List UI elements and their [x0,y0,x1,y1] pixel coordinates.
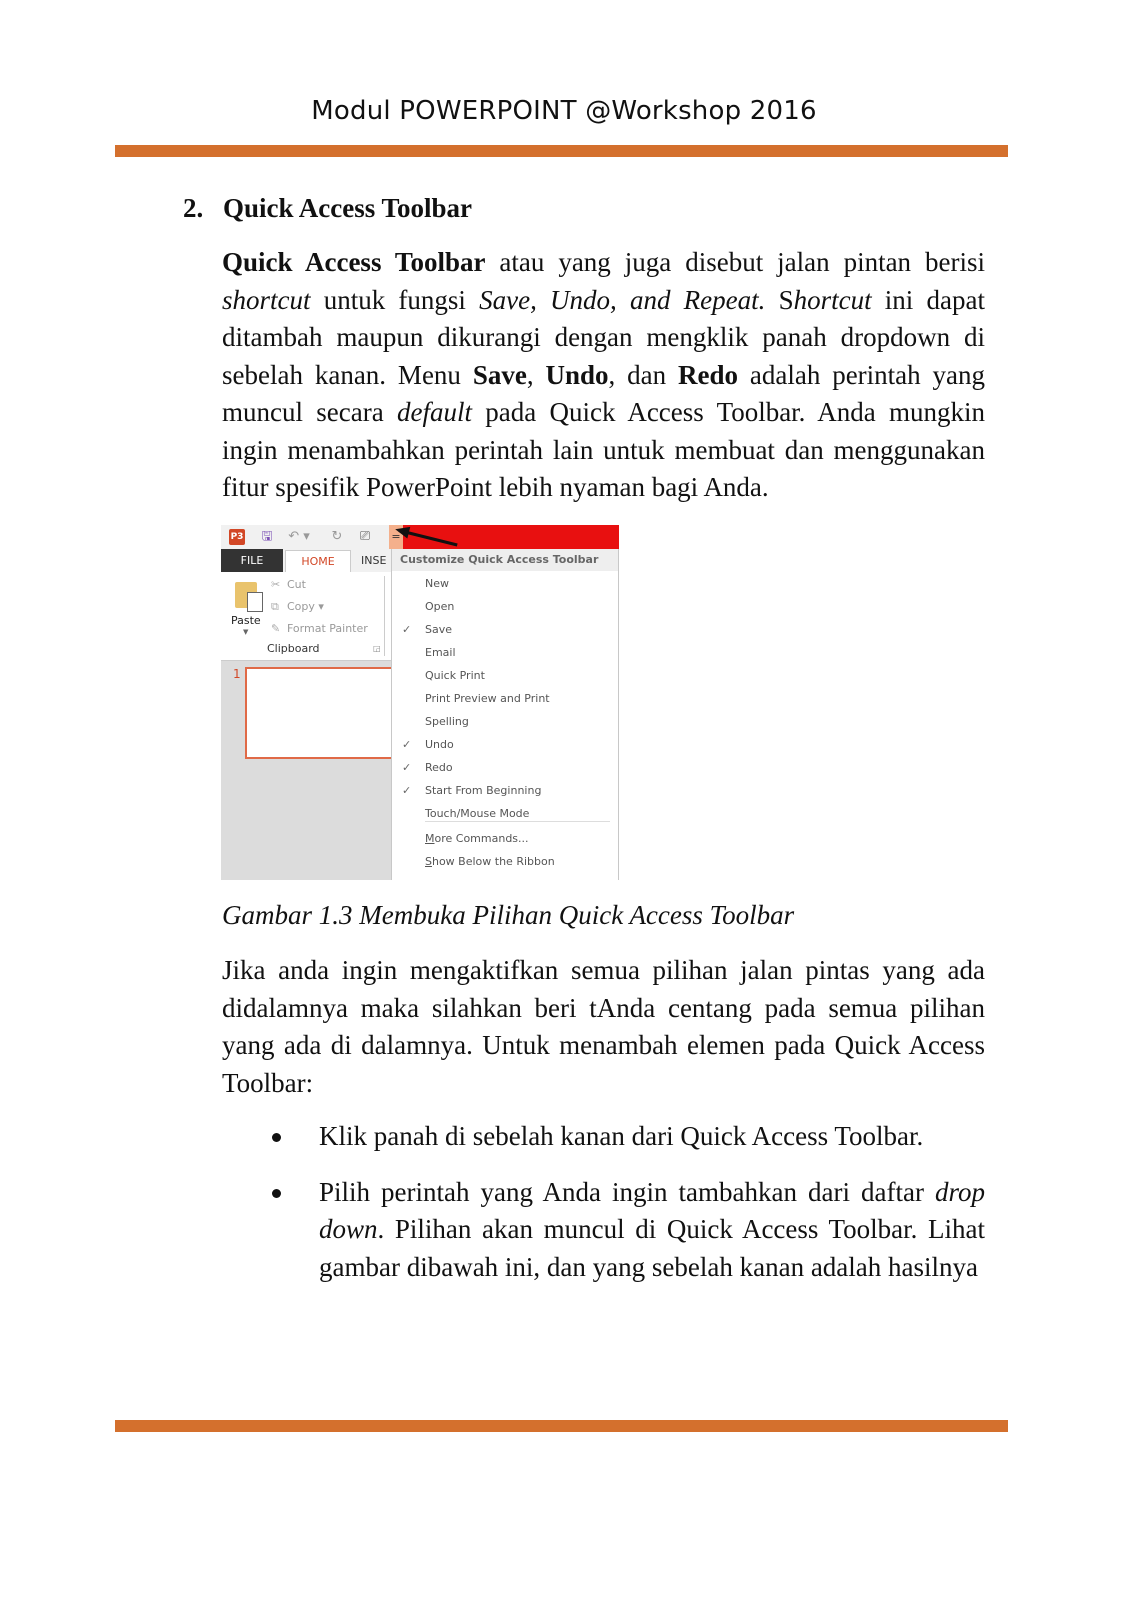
list-item-text: Klik panah di sebelah kanan dari Quick Access Toolbar. [319,1121,924,1151]
menu-item-quick-print[interactable] [392,665,618,687]
menu-item-undo[interactable] [392,734,618,756]
paragraph-instructions: Jika anda ingin mengaktifkan semua pilihan jalan pintas yang ada didalamnya maka silahkan beri tAnda centang pada semua pilihan yang ada di dalamnya. Untuk menambah elemen pada Quick Access Toolbar: [222,955,985,1098]
clipboard-group-label: Clipboard [267,642,320,655]
menu-item-redo[interactable] [392,757,618,779]
menu-item-label: Start From Beginning [425,784,542,797]
text-run: , [526,359,546,390]
text-run: pada Quick Access Toolbar. Anda mungkin ingin menambahkan perintah lain untuk membuat dan menggunakan fitur spesifik PowerPoint lebih nyaman bagi Anda. [222,397,986,502]
customize-qat-dropdown-button[interactable]: = [389,525,403,549]
save-icon[interactable]: 🖫 [261,529,273,544]
menu-item-label: Save [425,623,453,636]
menu-item-label: New [425,577,449,590]
menu-item-save[interactable] [392,619,618,641]
menu-item-label: Redo [425,761,453,774]
customize-qat-menu [391,549,619,880]
checkmark-icon: ✓ [402,784,412,797]
italic-term: Save, Undo, and Repeat. [479,284,766,315]
copy-label: Copy ▾ [287,600,324,613]
start-from-beginning-icon[interactable]: ⎚ [359,529,371,544]
bold-term: Undo [545,359,609,390]
text-run: adalah perintah yang muncul secara [222,359,986,427]
redo-icon[interactable]: ↻ [331,529,343,544]
menu-item-label: Touch/Mouse Mode [425,807,530,820]
ribbon-separator [384,576,385,656]
menu-item-label: Email [425,646,456,659]
undo-icon[interactable]: ↶ ▾ [288,529,310,544]
list-item [222,1118,985,1156]
copy-button[interactable] [271,600,324,614]
bold-term: Redo [677,359,738,390]
menu-item-label: Open [425,600,455,613]
italic-term: hortcut [793,284,872,315]
menu-item-open[interactable] [392,596,618,618]
bold-term: Save [472,359,527,390]
powerpoint-icon: P3 [229,529,245,545]
tab-home[interactable]: HOME [285,550,351,573]
checkmark-icon: ✓ [402,761,412,774]
section-title: Quick Access Toolbar [223,193,473,223]
format-painter-button[interactable] [271,622,368,635]
menu-item-email[interactable] [392,642,618,664]
slide-thumbnail[interactable] [245,667,394,759]
menu-item-spelling[interactable] [392,711,618,733]
paste-button[interactable]: Paste [231,614,261,627]
tab-insert[interactable]: INSE [361,554,387,567]
italic-term: shortcut [222,284,311,315]
text-run: untuk fungsi [310,284,480,315]
text-run: atau yang juga disebut jalan pintan berisi [485,247,985,277]
bullet-icon [272,1189,281,1198]
bullet-icon [272,1133,281,1142]
menu-item-label: Undo [425,738,454,751]
access-key: M [425,832,435,845]
menu-item-print-preview[interactable] [392,688,618,710]
menu-item-label: Quick Print [425,669,485,682]
footer-rule [115,1420,1008,1432]
format-painter-label: Format Painter [287,622,368,635]
checkmark-icon: ✓ [402,738,412,751]
access-key: S [425,855,432,868]
section-number: 2. [183,193,204,223]
cut-button[interactable] [271,578,306,591]
section-heading [183,193,472,224]
list-item-text: Pilih perintah yang Anda ingin tambahkan dari daftar [319,1176,935,1207]
menu-item-label: how Below the Ribbon [431,855,555,868]
bullet-list [222,1118,985,1304]
bold-term: Quick Access Toolbar [222,247,486,277]
cut-label: Cut [287,578,306,591]
menu-item-label: ore Commands... [434,832,529,845]
figure-caption: Gambar 1.3 Membuka Pilihan Quick Access Toolbar [222,900,795,930]
menu-item-label: Print Preview and Print [425,692,550,705]
text-run: ini dapat ditambah maupun dikurangi dengan mengklik panah dropdown di sebelah kanan. Menu [222,284,985,390]
menu-item-more-commands[interactable] [392,828,618,850]
menu-header: Customize Quick Access Toolbar [392,549,618,571]
checkmark-icon: ✓ [402,623,412,636]
paste-icon[interactable] [235,582,257,608]
menu-separator [425,821,610,822]
header-rule [115,145,1008,157]
menu-item-new[interactable] [392,573,618,595]
copy-icon: ⧉ [271,600,279,613]
list-item [222,1174,985,1287]
ribbon-clipboard-group [221,572,391,661]
italic-term: default [397,397,472,427]
italic-term: drop down [319,1176,985,1244]
tab-file[interactable]: FILE [221,549,283,572]
figure-qat-screenshot [221,525,619,880]
text-run: S [765,284,794,315]
page-header-title: Modul POWERPOINT @Workshop 2016 [311,96,817,126]
menu-item-label: Spelling [425,715,469,728]
menu-item-start-from-beginning[interactable] [392,780,618,802]
menu-item-show-below-ribbon[interactable] [392,851,618,873]
dialog-launcher-icon[interactable]: ◲ [373,644,381,653]
paragraph-intro [222,244,985,507]
quick-access-toolbar [221,525,619,549]
paste-dropdown-icon[interactable]: ▼ [243,628,249,636]
list-item-text: . Pilihan akan muncul di Quick Access Toolbar. Lihat gambar dibawah ini, dan yang sebelah kanan adalah hasilnya [319,1214,985,1282]
brush-icon: ✎ [271,622,281,635]
text-run: , dan [608,359,678,390]
slide-number: 1 [233,667,241,681]
scissors-icon: ✂ [271,578,281,591]
